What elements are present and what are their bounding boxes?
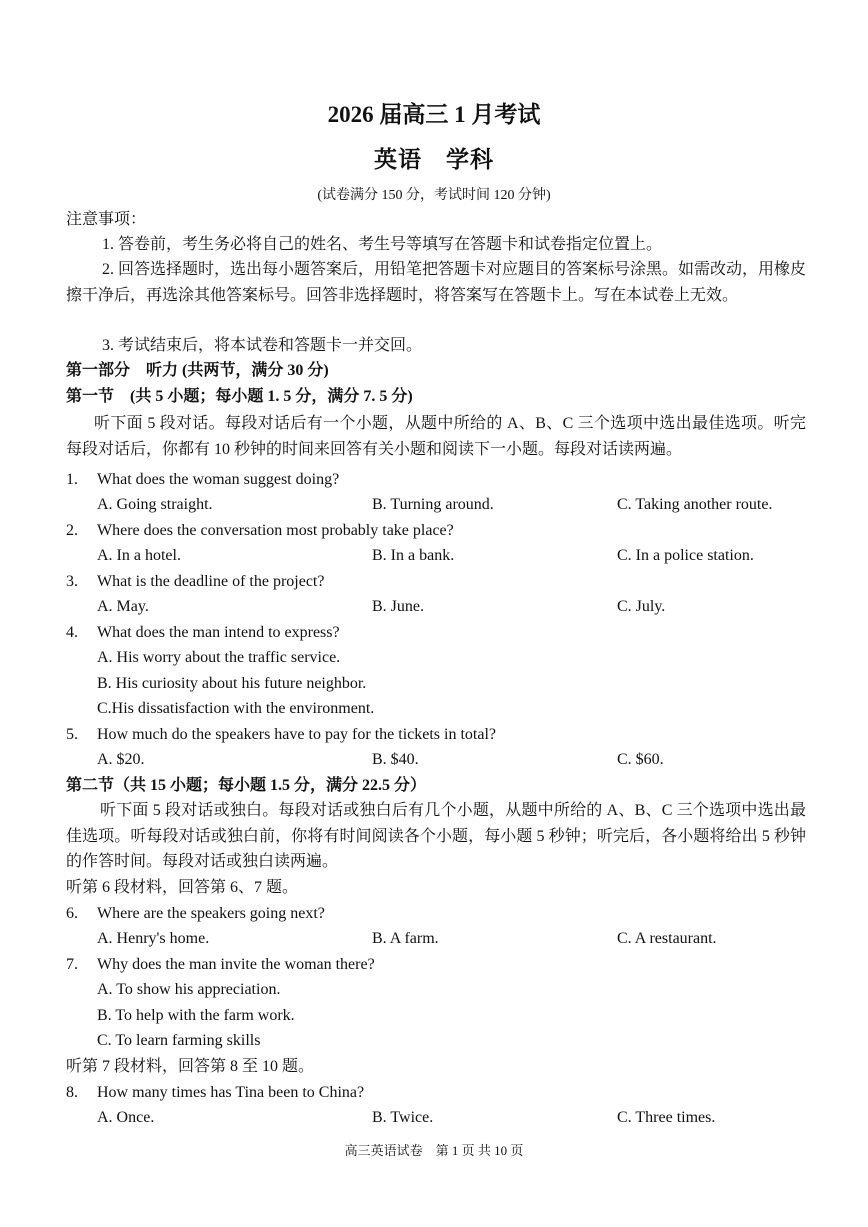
question-number: 3.: [66, 573, 78, 590]
option-b: B. To help with the farm work.: [97, 1007, 295, 1024]
question-text: Where does the conversation most probably take place?: [97, 522, 454, 539]
subject-title: 英语 学科: [374, 147, 494, 172]
question-text: How much do the speakers have to pay for the tickets in total?: [97, 726, 496, 743]
question-text: How many times has Tina been to China?: [97, 1084, 365, 1101]
notice-item-3: 3. 考试结束后，将本试卷和答题卡一并交回。: [102, 337, 423, 354]
exam-title: 2026 届高三 1 月考试: [327, 102, 541, 127]
question-number: 4.: [66, 624, 78, 641]
question-number: 8.: [66, 1084, 78, 1101]
option-c: C. A restaurant.: [617, 930, 717, 947]
exam-note: (试卷满分 150 分，考试时间 120 分钟): [317, 188, 551, 203]
option-c: C. To learn farming skills: [97, 1032, 261, 1049]
option-b: B. His curiosity about his future neighbor.: [97, 675, 367, 692]
question-text: What does the man intend to express?: [97, 624, 340, 641]
option-b: B. June.: [372, 598, 424, 615]
option-a: A. $20.: [97, 751, 145, 768]
option-c: C. Three times.: [617, 1109, 716, 1126]
question-number: 6.: [66, 905, 78, 922]
option-a: A. His worry about the traffic service.: [97, 649, 341, 666]
section1-heading: 第一节 (共 5 小题；每小题 1. 5 分，满分 7. 5 分): [66, 388, 413, 405]
section1-instructions: 听下面 5 段对话。每段对话后有一个小题，从题中所给的 A、B、C 三个选项中选出最佳选项。听完每段对话后，你都有 10 秒钟的时间来回答有关小题和阅读下一小题。每段对话读两遍。: [66, 415, 806, 458]
option-b: B. $40.: [372, 751, 419, 768]
section2-instructions: 听下面 5 段对话或独白。每段对话或独白后有几个小题，从题中所给的 A、B、C 三个选项中选出最佳选项。听每段对话或独白前，你将有时间阅读各个小题，每小题 5 秒钟；听完后，各小题将给出 5 秒钟的作答时间。每段对话或独白读两遍。: [66, 802, 806, 870]
option-b: B. In a bank.: [372, 547, 455, 564]
option-b: B. Twice.: [372, 1109, 434, 1126]
question-text: What is the deadline of the project?: [97, 573, 325, 590]
option-a: A. In a hotel.: [97, 547, 181, 564]
option-c: C. July.: [617, 598, 666, 615]
question-number: 2.: [66, 522, 78, 539]
question-text: Where are the speakers going next?: [97, 905, 325, 922]
page-footer: 高三英语试卷 第 1 页 共 10 页: [344, 1143, 524, 1158]
option-c: C. Taking another route.: [617, 496, 773, 513]
question-number: 5.: [66, 726, 78, 743]
question-text: What does the woman suggest doing?: [97, 471, 340, 488]
material-6-intro: 听第 6 段材料，回答第 6、7 题。: [66, 879, 299, 896]
option-a: A. May.: [97, 598, 149, 615]
material-7-intro: 听第 7 段材料，回答第 8 至 10 题。: [66, 1058, 315, 1075]
option-a: A. Going straight.: [97, 496, 213, 513]
section2-heading: 第二节（共 15 小题；每小题 1.5 分，满分 22.5 分）: [66, 777, 427, 794]
option-a: A. To show his appreciation.: [97, 981, 281, 998]
notice-heading: 注意事项：: [66, 211, 147, 228]
question-text: Why does the man invite the woman there?: [97, 956, 375, 973]
option-c: C.His dissatisfaction with the environment.: [97, 700, 375, 717]
question-number: 7.: [66, 956, 78, 973]
part1-heading: 第一部分 听力 (共两节，满分 30 分): [66, 362, 329, 379]
option-c: C. $60.: [617, 751, 664, 768]
notice-item-1: 1. 答卷前，考生务必将自己的姓名、考生号等填写在答题卡和试卷指定位置上。: [102, 236, 663, 253]
option-a: A. Henry's home.: [97, 930, 210, 947]
option-c: C. In a police station.: [617, 547, 754, 564]
option-a: A. Once.: [97, 1109, 155, 1126]
question-number: 1.: [66, 471, 78, 488]
notice-item-2: 2. 回答选择题时，选出每小题答案后，用铅笔把答题卡对应题目的答案标号涂黑。如需改动，用橡皮擦干净后，再选涂其他答案标号。回答非选择题时，将答案写在答题卡上。写在本试卷上无效。: [66, 261, 807, 304]
option-b: B. Turning around.: [372, 496, 494, 513]
option-b: B. A farm.: [372, 930, 439, 947]
